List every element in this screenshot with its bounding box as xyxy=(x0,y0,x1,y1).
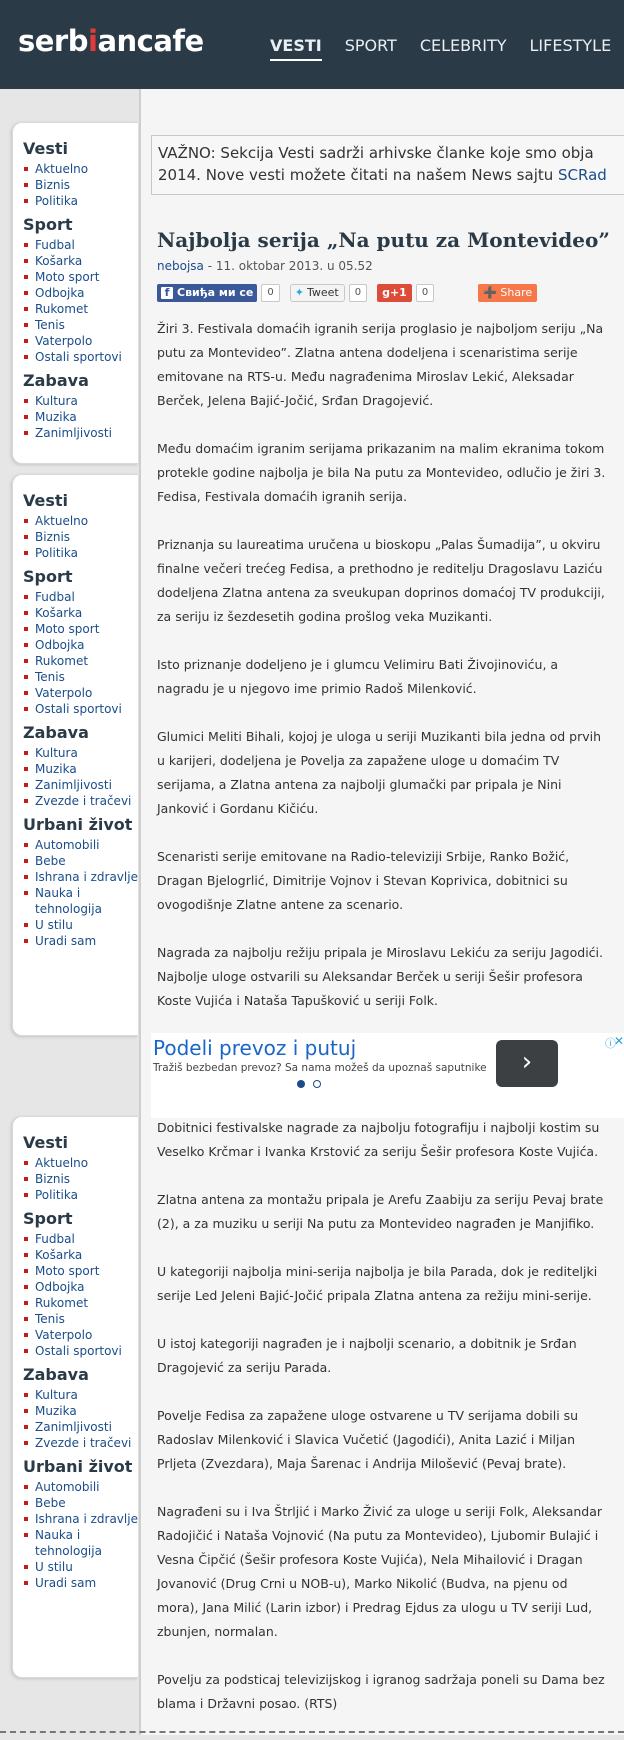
sidebar-item-u-stilu[interactable]: U stilu xyxy=(23,917,138,933)
article-title: Najbolja serija „Na putu za Montevideo” xyxy=(157,228,610,252)
share-bar xyxy=(157,283,537,303)
sidebar-item-aktuelno[interactable]: Aktuelno xyxy=(23,1155,138,1171)
sidebar-section-title: Vesti xyxy=(23,139,69,158)
sidebar-item-automobili[interactable]: Automobili xyxy=(23,1479,138,1495)
sidebar-item-politika[interactable]: Politika xyxy=(23,193,138,209)
sidebar-item-rukomet[interactable]: Rukomet xyxy=(23,653,138,669)
sidebar-item-odbojka[interactable]: Odbojka xyxy=(23,285,138,301)
article-paragraph: Dobitnici festivalske nagrade za najbolju fotografiju i najbolji kostim su Veselko Krčmar i Ivanka Krstović za seriju Šešir profesora Koste Vujića. xyxy=(157,1120,600,1159)
sidebar-section-title: Vesti xyxy=(23,491,69,510)
facebook-icon: f xyxy=(161,287,173,299)
sidebar-list xyxy=(13,837,138,949)
archive-notice xyxy=(151,135,624,195)
sidebar-item-tenis[interactable]: Tenis xyxy=(23,317,138,333)
sidebar-item-tenis[interactable]: Tenis xyxy=(23,1311,138,1327)
article-meta xyxy=(157,259,373,273)
ad-info-icon[interactable]: ⓘ xyxy=(605,1037,616,1050)
sidebar-list xyxy=(13,161,138,209)
sidebar-item-rukomet[interactable]: Rukomet xyxy=(23,1295,138,1311)
main-nav xyxy=(270,36,624,61)
article-paragraph: Scenaristi serije emitovane na Radio-televiziji Srbije, Ranko Božić, Dragan Bjelogrlić, Dimitrije Vojnov i Stevan Koprivica, dobitnici su ovogodišnje Zlatne antene za scenario. xyxy=(157,849,570,912)
sidebar-item-uradi-sam[interactable]: Uradi sam xyxy=(23,1575,138,1591)
sidebar-item-vaterpolo[interactable]: Vaterpolo xyxy=(23,1327,138,1343)
sidebar-item-aktuelno[interactable]: Aktuelno xyxy=(23,161,138,177)
notice-line-1: VAŽNO: Sekcija Vesti sadrži arhivske članke koje smo obja xyxy=(158,144,594,162)
sidebar-item-biznis[interactable]: Biznis xyxy=(23,177,138,193)
sidebar-item-muzika[interactable]: Muzika xyxy=(23,1403,138,1419)
sidebar-item-fudbal[interactable]: Fudbal xyxy=(23,589,138,605)
google-plus-count: 0 xyxy=(416,284,434,302)
site-logo[interactable]: serbiancafe xyxy=(18,24,204,58)
sidebar-item-ostali-sportovi[interactable]: Ostali sportovi xyxy=(23,1343,138,1359)
sidebar-item-tenis[interactable]: Tenis xyxy=(23,669,138,685)
page-divider xyxy=(0,1731,624,1733)
ad-banner[interactable] xyxy=(151,1033,624,1118)
sidebar-item-ishrana[interactable]: Ishrana i zdravlje xyxy=(23,869,138,885)
sidebar-section-title: Urbani život xyxy=(23,815,133,834)
plus-icon: ➕ xyxy=(483,286,497,299)
sidebar-section-title: Zabava xyxy=(23,371,89,390)
article-author[interactable]: nebojsa xyxy=(157,259,204,273)
article-body-top xyxy=(157,317,607,1037)
sidebar-item-nauka[interactable]: Nauka i tehnologija xyxy=(23,885,138,917)
nav-vesti[interactable]: VESTI xyxy=(270,36,322,61)
article-paragraph: Priznanja su laureatima uručena u bioskopu „Palas Šumadija”, u okviru finalne večeri trećeg Fedisa, a prethodno je reditelju Dragoslavu Laziću dodeljena Zlatna antena za sveukupan doprinos domaćoj TV produkciji, za seriju iz šezdesetih godina prošlog veka Muzikanti. xyxy=(157,537,605,624)
sidebar-section-title: Sport xyxy=(23,567,73,586)
carousel-dot[interactable] xyxy=(313,1080,321,1088)
sidebar-item-zanimljivosti[interactable]: Zanimljivosti xyxy=(23,1419,138,1435)
sidebar-item-uradi-sam[interactable]: Uradi sam xyxy=(23,933,138,949)
site-header xyxy=(0,0,624,89)
sidebar-item-moto-sport[interactable]: Moto sport xyxy=(23,269,138,285)
sidebar-item-kultura[interactable]: Kultura xyxy=(23,1387,138,1403)
sidebar-item-muzika[interactable]: Muzika xyxy=(23,409,138,425)
google-plus-button[interactable]: g+1 xyxy=(377,284,412,302)
sidebar-item-automobili[interactable]: Automobili xyxy=(23,837,138,853)
facebook-like-count: 0 xyxy=(261,284,279,302)
article-paragraph: Zlatna antena za montažu pripala je Arefu Zaabiju za seriju Pevaj brate (2), a za muziku u seriji Na putu za Montevideo nagrađen je Manjifiko. xyxy=(157,1192,604,1231)
article-paragraph: Nagrada za najbolju režiju pripala je Miroslavu Lekiću za seriju Jagodići. Najbolje uloge ostvarili su Aleksandar Berček u seriji Šešir profesora Koste Vujića i Nataša Tapušković u seriji Folk. xyxy=(157,945,603,1008)
sidebar-item-ishrana[interactable]: Ishrana i zdravlje xyxy=(23,1511,138,1527)
sidebar-item-biznis[interactable]: Biznis xyxy=(23,529,138,545)
sidebar-item-fudbal[interactable]: Fudbal xyxy=(23,237,138,253)
sidebar-item-aktuelno[interactable]: Aktuelno xyxy=(23,513,138,529)
sidebar-box-2 xyxy=(12,474,138,1036)
sidebar-item-biznis[interactable]: Biznis xyxy=(23,1171,138,1187)
article-body-bottom xyxy=(157,1116,607,1740)
sidebar-item-zvezde[interactable]: Zvezde i tračevi xyxy=(23,1435,138,1451)
sidebar-item-ostali-sportovi[interactable]: Ostali sportovi xyxy=(23,701,138,717)
sidebar-list xyxy=(13,745,138,809)
sidebar-item-kultura[interactable]: Kultura xyxy=(23,745,138,761)
article-date: - 11. oktobar 2013. u 05.52 xyxy=(203,259,373,273)
share-button[interactable]: ➕ Share xyxy=(478,284,537,302)
facebook-like-button[interactable]: f Свиђа ми се xyxy=(157,284,257,302)
sidebar-item-zanimljivosti[interactable]: Zanimljivosti xyxy=(23,425,138,441)
sidebar-item-nauka[interactable]: Nauka i tehnologija xyxy=(23,1527,138,1559)
sidebar-box-3 xyxy=(12,1116,138,1678)
tweet-count: 0 xyxy=(349,284,367,302)
sidebar-section-title: Sport xyxy=(23,215,73,234)
nav-celebrity[interactable]: CELEBRITY xyxy=(419,36,507,55)
sidebar-item-fudbal[interactable]: Fudbal xyxy=(23,1231,138,1247)
sidebar-section-title: Zabava xyxy=(23,1365,89,1384)
article-paragraph: Povelju za podsticaj televizijskog i igranog sadržaja poneli su Dama bez blama i Državni posao. (RTS) xyxy=(157,1672,605,1711)
tweet-button[interactable]: ✦ Tweet xyxy=(290,284,345,302)
article-paragraph: Povelje Fedisa za zapažene uloge ostvarene u TV serijama dobili su Radoslav Milenković i Slavica Vučetić (Jagodići), Anita Lazić i Miljan Prljeta (Zvezdara), Maja Šarenac i Andrija Milošević (Pevaj brate). xyxy=(157,1408,579,1471)
article-paragraph: Glumici Meliti Bihali, kojoj je uloga u seriji Muzikanti bila jedna od prvih u karijeri, dodeljena je Povelja za zapažene uloge u domaćim TV serijama, a Zlatna antena za najbolji glumački par pripala je Nini Janković i Gordanu Kičiću. xyxy=(157,729,602,816)
sidebar-section-title: Vesti xyxy=(23,1133,69,1152)
notice-line-2: 2014. Nove vesti možete čitati na našem News sajtu xyxy=(158,166,559,184)
article-paragraph: Žiri 3. Festivala domaćih igranih serija proglasio je najboljom seriju „Na putu za Montevideo”. Zlatna antena dodeljena i scenaristima serije emitovane na RTS-u. Među nagrađenima Miroslav Lekić, Aleksadar Berček, Jelena Bajić-Jočić, Srđan Dragojević. xyxy=(157,321,604,408)
sidebar-list xyxy=(13,589,138,717)
article-paragraph: Među domaćim igranim serijama prikazanim na malim ekranima tokom protekle godine najbolja je bila Na putu za Montevideo, odlučio je žiri 3. Fedisa, Festivala domaćih igranih serija. xyxy=(157,441,606,504)
sidebar-item-politika[interactable]: Politika xyxy=(23,1187,138,1203)
sidebar-list xyxy=(13,237,138,365)
sidebar-item-odbojka[interactable]: Odbojka xyxy=(23,637,138,653)
article-paragraph: U kategoriji najbolja mini-serija najbolja je bila Parada, dok je rediteljki serije Led Jeleni Bajić-Jočić pripala Zlatna antena za režiju mini-serije. xyxy=(157,1264,598,1303)
sidebar-section-title: Urbani život xyxy=(23,1457,133,1476)
ad-carousel-dots xyxy=(297,1080,321,1088)
sidebar-item-odbojka[interactable]: Odbojka xyxy=(23,1279,138,1295)
twitter-icon: ✦ xyxy=(294,286,304,299)
sidebar-list xyxy=(13,1155,138,1203)
sidebar-box-1 xyxy=(12,122,138,464)
sidebar-list xyxy=(13,513,138,561)
sidebar-list xyxy=(13,1387,138,1451)
ad-headline[interactable]: Podeli prevoz i putuj xyxy=(153,1036,357,1060)
sidebar-item-bebe[interactable]: Bebe xyxy=(23,853,138,869)
sidebar-item-moto-sport[interactable]: Moto sport xyxy=(23,621,138,637)
sidebar-section-title: Zabava xyxy=(23,723,89,742)
sidebar-list xyxy=(13,1231,138,1359)
sidebar-item-muzika[interactable]: Muzika xyxy=(23,761,138,777)
article-paragraph: Nagrađeni su i Iva Štrljić i Marko Živić za uloge u seriji Folk, Aleksandar Radojičić i Nataša Vojnović (Na putu za Montevideo), Ljubomir Bulajić i Vesna Čipčić (Šešir profesora Koste Vujića), Nela Mihailović i Dragan Jovanović (Drug Crni u NOB-u), Marko Nikolić (Budva, na pjenu od mora), Jana Milić (Larin izbor) i Predrag Ejdus za ulogu u TV seriji Lud, zbunjen, normalan. xyxy=(157,1504,603,1639)
sidebar-item-moto-sport[interactable]: Moto sport xyxy=(23,1263,138,1279)
sidebar-item-politika[interactable]: Politika xyxy=(23,545,138,561)
sidebar-item-ostali-sportovi[interactable]: Ostali sportovi xyxy=(23,349,138,365)
sidebar-item-vaterpolo[interactable]: Vaterpolo xyxy=(23,685,138,701)
article-paragraph: U istoj kategoriji nagrađen je i najbolji scenario, a dobitnik je Srđan Dragojević za seriju Parada. xyxy=(157,1336,577,1375)
nav-lifestyle[interactable]: LIFESTYLE xyxy=(529,36,612,55)
sidebar-item-kosarka[interactable]: Košarka xyxy=(23,253,138,269)
sidebar-section-title: Sport xyxy=(23,1209,73,1228)
nav-sport[interactable]: SPORT xyxy=(344,36,397,55)
ad-arrow-button[interactable]: › xyxy=(496,1040,558,1087)
ad-close-icon[interactable]: ✕ xyxy=(613,1034,624,1048)
sidebar-item-u-stilu[interactable]: U stilu xyxy=(23,1559,138,1575)
sidebar-item-kosarka[interactable]: Košarka xyxy=(23,605,138,621)
sidebar-item-vaterpolo[interactable]: Vaterpolo xyxy=(23,333,138,349)
sidebar-item-zanimljivosti[interactable]: Zanimljivosti xyxy=(23,777,138,793)
article-paragraph: Isto priznanje dodeljeno je i glumcu Velimiru Bati Živojinoviću, a nagradu je u njegovo ime primio Radoš Milenković. xyxy=(157,657,559,696)
sidebar-item-kosarka[interactable]: Košarka xyxy=(23,1247,138,1263)
sidebar-list xyxy=(13,393,138,441)
sidebar-item-zvezde[interactable]: Zvezde i tračevi xyxy=(23,793,138,809)
notice-news-link[interactable]: SCRad xyxy=(558,166,607,184)
sidebar-item-rukomet[interactable]: Rukomet xyxy=(23,301,138,317)
ad-subtext: Tražiš bezbedan prevoz? Sa nama možeš da upoznaš saputnike xyxy=(153,1062,487,1074)
sidebar-item-bebe[interactable]: Bebe xyxy=(23,1495,138,1511)
carousel-dot-active[interactable] xyxy=(297,1080,305,1088)
sidebar-list xyxy=(13,1479,138,1591)
sidebar-item-kultura[interactable]: Kultura xyxy=(23,393,138,409)
